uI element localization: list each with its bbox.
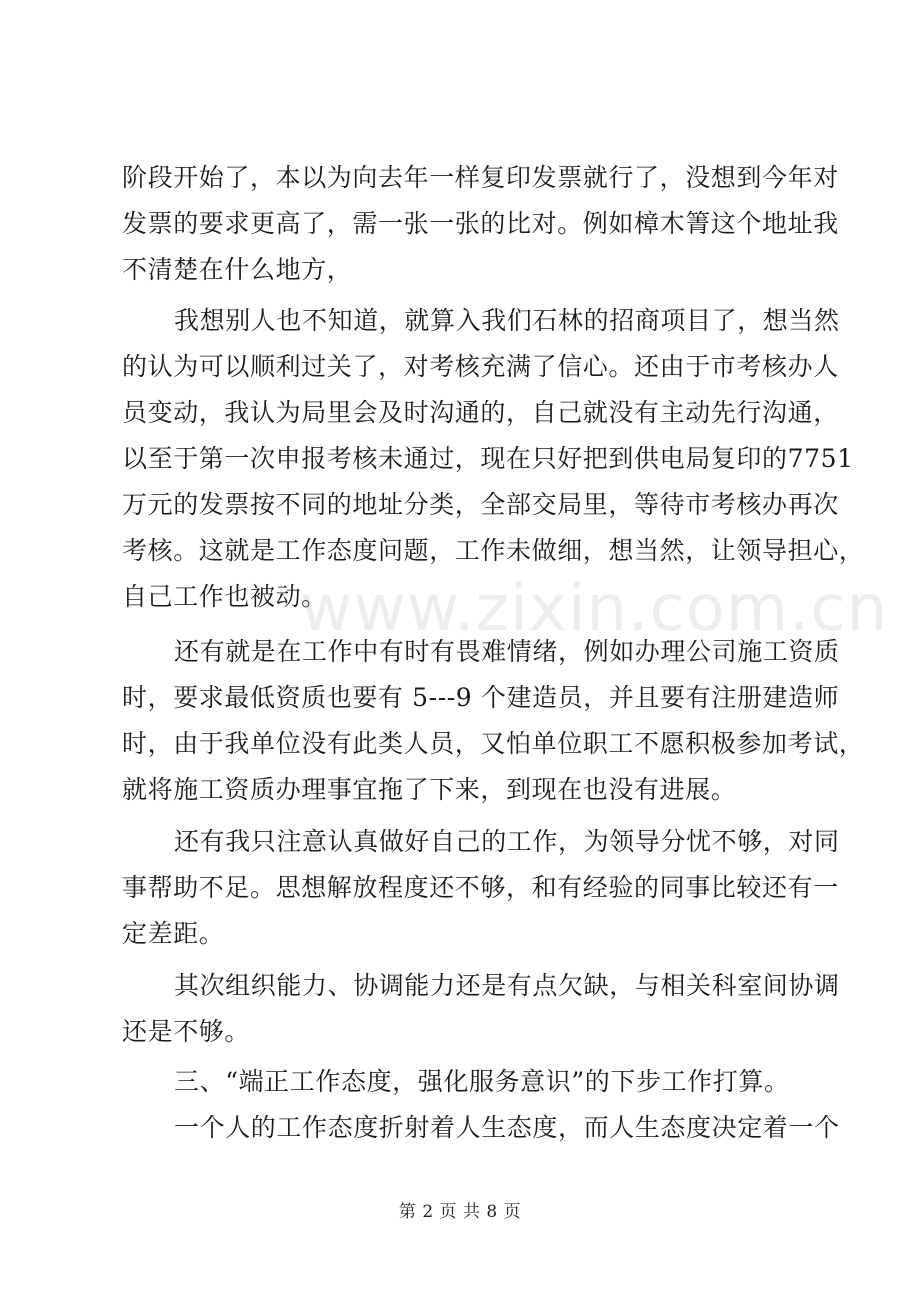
text-line: 时，由于我单位没有此类人员，又怕单位职工不愿积极参加考试， (122, 729, 865, 758)
text-line: 其次组织能力、协调能力还是有点欠缺，与相关科室间协调 (174, 971, 840, 1000)
text-line: 不清楚在什么地方， (122, 255, 353, 284)
text-line: 还是不够。 (122, 1017, 251, 1046)
page-number-footer: 第 2 页 共 8 页 (398, 1202, 522, 1222)
text-line: 阶段开始了，本以为向去年一样复印发票就行了，没想到今年对 (122, 163, 839, 192)
text-line: 三、“端正工作态度，强化服务意识”的下步工作打算。 (174, 1067, 790, 1096)
text-line: 自己工作也被动。 (122, 582, 327, 611)
text-line: 我想别人也不知道，就算入我们石林的招商项目了，想当然 (174, 306, 840, 335)
text-line: 一个人的工作态度折射着人生态度，而人生态度决定着一个 (174, 1113, 840, 1142)
text-line: 就将施工资质办理事宜拖了下来，到现在也没有进展。 (122, 775, 737, 804)
text-line: 定差距。 (122, 919, 225, 948)
text-line: 事帮助不足。思想解放程度还不够，和有经验的同事比较还有一 (122, 873, 839, 902)
text-line: 员变动，我认为局里会及时沟通的，自己就没有主动先行沟通， (122, 398, 839, 427)
text-line: 考核。这就是工作态度问题，工作未做细，想当然，让领导担心， (122, 536, 865, 565)
text-line: 万元的发票按不同的地址分类，全部交局里，等待市考核办再次 (122, 490, 839, 519)
text-line: 还有就是在工作中有时有畏难情绪，例如办理公司施工资质 (174, 637, 840, 666)
text-line: 以至于第一次申报考核未通过，现在只好把到供电局复印的7751 (122, 444, 854, 473)
text-line: 发票的要求更高了，需一张一张的比对。例如樟木箐这个地址我 (122, 209, 839, 238)
text-line: 的认为可以顺利过关了，对考核充满了信心。还由于市考核办人 (122, 352, 839, 381)
text-line: 时，要求最低资质也要有 5---9 个建造员，并且要有注册建造师 (122, 683, 840, 712)
text-line: 还有我只注意认真做好自己的工作，为领导分忧不够，对同 (174, 827, 840, 856)
watermark: www.zixin.com.cn (300, 572, 889, 646)
